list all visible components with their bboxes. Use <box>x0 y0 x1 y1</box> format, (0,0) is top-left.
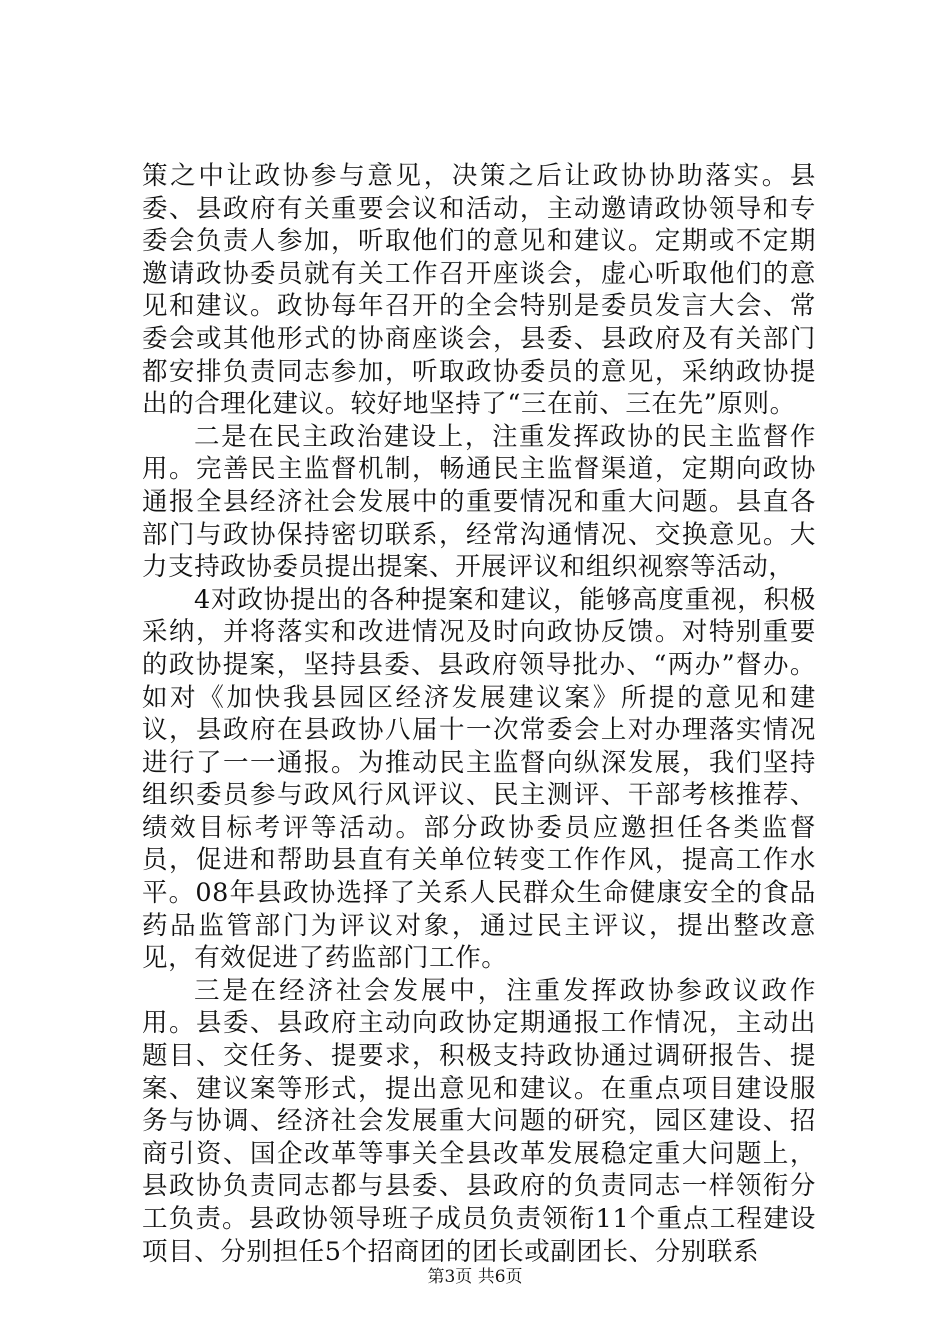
paragraph-3: 4对政协提出的各种提案和建议，能够高度重视，积极采纳，并将落实和改进情况及时向政协反馈。对特别重要的政协提案，坚持县委、县政府领导批办、“两办”督办。如对《加快我县园区经济发展建议案》所提的意见和建议，县政府在县政协八届十一次常委会上对办理落实情况进行了一一通报。为推动民主监督向纵深发展，我们坚持组织委员参与政风行风评议、民主测评、干部考核推荐、绩效目标考评等活动。部分政协委员应邀担任各类监督员，促进和帮助县直有关单位转变工作作风，提高工作水平。08年县政协选择了关系人民群众生命健康安全的食品药品监管部门为评议对象，通过民主评议，提出整改意见，有效促进了药监部门工作。 <box>142 584 816 974</box>
paragraph-2: 二是在民主政治建设上，注重发挥政协的民主监督作用。完善民主监督机制，畅通民主监督渠道，定期向政协通报全县经济社会发展中的重要情况和重大问题。县直各部门与政协保持密切联系，经常沟通情况、交换意见。大力支持政协委员提出提案、开展评议和组织视察等活动， <box>142 421 816 583</box>
body-text <box>142 160 816 1268</box>
page-footer: 第3页 共6页 <box>427 1267 523 1287</box>
paragraph-4: 三是在经济社会发展中，注重发挥政协参政议政作用。县委、县政府主动向政协定期通报工作情况，主动出题目、交任务、提要求，积极支持政协通过调研报告、提案、建议案等形式，提出意见和建议。在重点项目建设服务与协调、经济社会发展重大问题的研究，园区建设、招商引资、国企改革等事关全县改革发展稳定重大问题上，县政协负责同志都与县委、县政府的负责同志一样领衔分工负责。县政协领导班子成员负责领衔11个重点工程建设项目、分别担任5个招商团的团长或副团长、分别联系 <box>142 975 816 1267</box>
paragraph-1: 策之中让政协参与意见，决策之后让政协协助落实。县委、县政府有关重要会议和活动，主动邀请政协领导和专委会负责人参加，听取他们的意见和建议。定期或不定期邀请政协委员就有关工作召开座谈会，虚心听取他们的意见和建议。政协每年召开的全会特别是委员发言大会、常委会或其他形式的协商座谈会，县委、县政府及有关部门都安排负责同志参加，听取政协委员的意见，采纳政协提出的合理化建议。较好地坚持了“三在前、三在先”原则。 <box>142 161 816 420</box>
